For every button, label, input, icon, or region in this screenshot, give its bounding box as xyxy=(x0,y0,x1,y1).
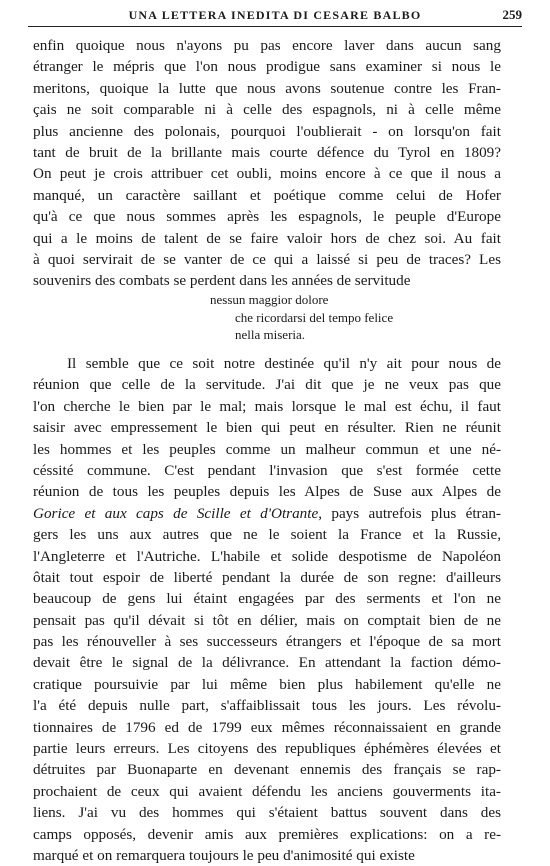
italic-phrase: Gorice et aux caps de Scille et d'Otrante xyxy=(33,504,319,522)
text-line: pensait pas qu'il dévait si tôt en délier, mais on comptait bien de ne xyxy=(33,611,501,629)
text-line: saisir avec empressement le bien qui peut en résulter. Rien ne réunit xyxy=(33,419,501,437)
text-line: étranger le mépris que l'on nous prodigue sans examiner si nous le xyxy=(33,58,501,76)
paragraph-2 xyxy=(33,353,501,866)
text-line: pas les rénouveller à ses successeurs étrangers et l'époque de sa mort xyxy=(33,633,501,651)
verse-line: nessun maggior dolore xyxy=(210,292,329,307)
page-number: 259 xyxy=(502,7,522,22)
text-line: tionnaires de 1796 ed de 1799 eux mêmes réconnaissaient en grande xyxy=(33,718,501,736)
text-line: l'a été depuis nulle part, s'affaiblissait tous les jours. Les révolu- xyxy=(33,697,501,715)
text-line: qu'à ce que nous sommes après les espagnols, le peuple d'Europe xyxy=(33,208,501,226)
verse-line: che ricordarsi del tempo felice xyxy=(235,309,394,325)
text-line: réunion que celle de la servitude. J'ai dit que je ne veux pas que xyxy=(33,376,501,394)
text-line xyxy=(33,503,501,524)
text-line: ôtait tout espoir de liberté pendant la durée de son regne: d'ailleurs xyxy=(33,568,501,586)
text-line: gers les uns aux autres que ne le soient la France et la Russie, xyxy=(33,526,501,544)
text-line: tant de bruit de la brillante mais courte défence du Tyrol en 1809? xyxy=(33,143,501,161)
running-head: UNA LETTERA INEDITA DI CESARE BALBO xyxy=(128,8,422,22)
text-line: partie leurs erreurs. Les citoyens des republiques éphémères élevées et xyxy=(33,740,501,758)
text-line: l'Angleterre et l'Autriche. L'habile et solide despotisme de Napoléon xyxy=(33,547,501,565)
verse-quotation xyxy=(210,291,393,344)
text-line: meritons, quoique la lutte que nous avons soutenue contre les Fran- xyxy=(33,79,501,97)
text-line: devait être le signal de la délivrance. En attendant la faction démo- xyxy=(33,654,501,672)
text-line: enfin quoique nous n'ayons pu pas encore laver dans aucun sang xyxy=(33,37,501,54)
text-line: cratique poursuivie par lui même bien plus habilement qu'elle ne xyxy=(33,675,501,693)
text-line: plus ancienne des polonais, pourquoi l'oublierait - on lorsqu'on fait xyxy=(33,122,501,140)
text-line: Il semble que ce soit notre destinée qu'il n'y ait pour nous de xyxy=(67,355,501,372)
text-fragment: , pays autrefois plus étran- xyxy=(318,504,501,522)
paragraph-1 xyxy=(33,35,501,292)
text-line: à quoi servirait de se vanter de ce qui a laissé si peu de traces? Les xyxy=(33,250,501,268)
text-line: liens. J'ai vu des hommes qui s'étaient battus souvent dans des xyxy=(33,804,501,822)
text-line: prochaient de ceux qui avaient défendu les anciens gouverments ita- xyxy=(33,782,501,800)
verse-line: nella miseria. xyxy=(235,327,306,342)
text-line: manqué, un caractère saillant et poétique comme celui de Hofer xyxy=(33,186,501,204)
text-line: céssité commune. C'est pendant l'invasion que s'est formée cette xyxy=(33,461,501,479)
text-line: les hommes et les peuples comme un malheur commun et une né- xyxy=(33,440,501,458)
text-line: On peut je crois attribuer cet oubli, moins encore à ce que il nous a xyxy=(33,165,501,183)
text-line: souvenirs des combats se perdent dans les années de servitude xyxy=(33,272,411,290)
text-line: çais ne soit comparable ni à celle des espagnols, ni à celle même xyxy=(33,101,501,119)
text-line: beaucoup de gens lui étaint engagées par des serments et l'on ne xyxy=(33,590,501,608)
text-line: réunion de tous les peuples depuis les Alpes de Suse aux Alpes de xyxy=(33,483,501,501)
text-line: camps opposés, devenir amis aux premières explications: on a re- xyxy=(33,825,501,843)
text-line: l'on cherche le bien par le mal; mais lorsque le mal est échu, il faut xyxy=(33,397,501,415)
text-line: qui a le moins de talent de se faire valoir hors de chez soi. Au fait xyxy=(33,229,501,247)
text-line: marqué et on remarquera toujours le peu d'animosité qui existe xyxy=(33,846,415,864)
page-header xyxy=(28,6,522,27)
text-line: détruites par Buonaparte en devenant ennemis des français se rap- xyxy=(33,761,501,779)
